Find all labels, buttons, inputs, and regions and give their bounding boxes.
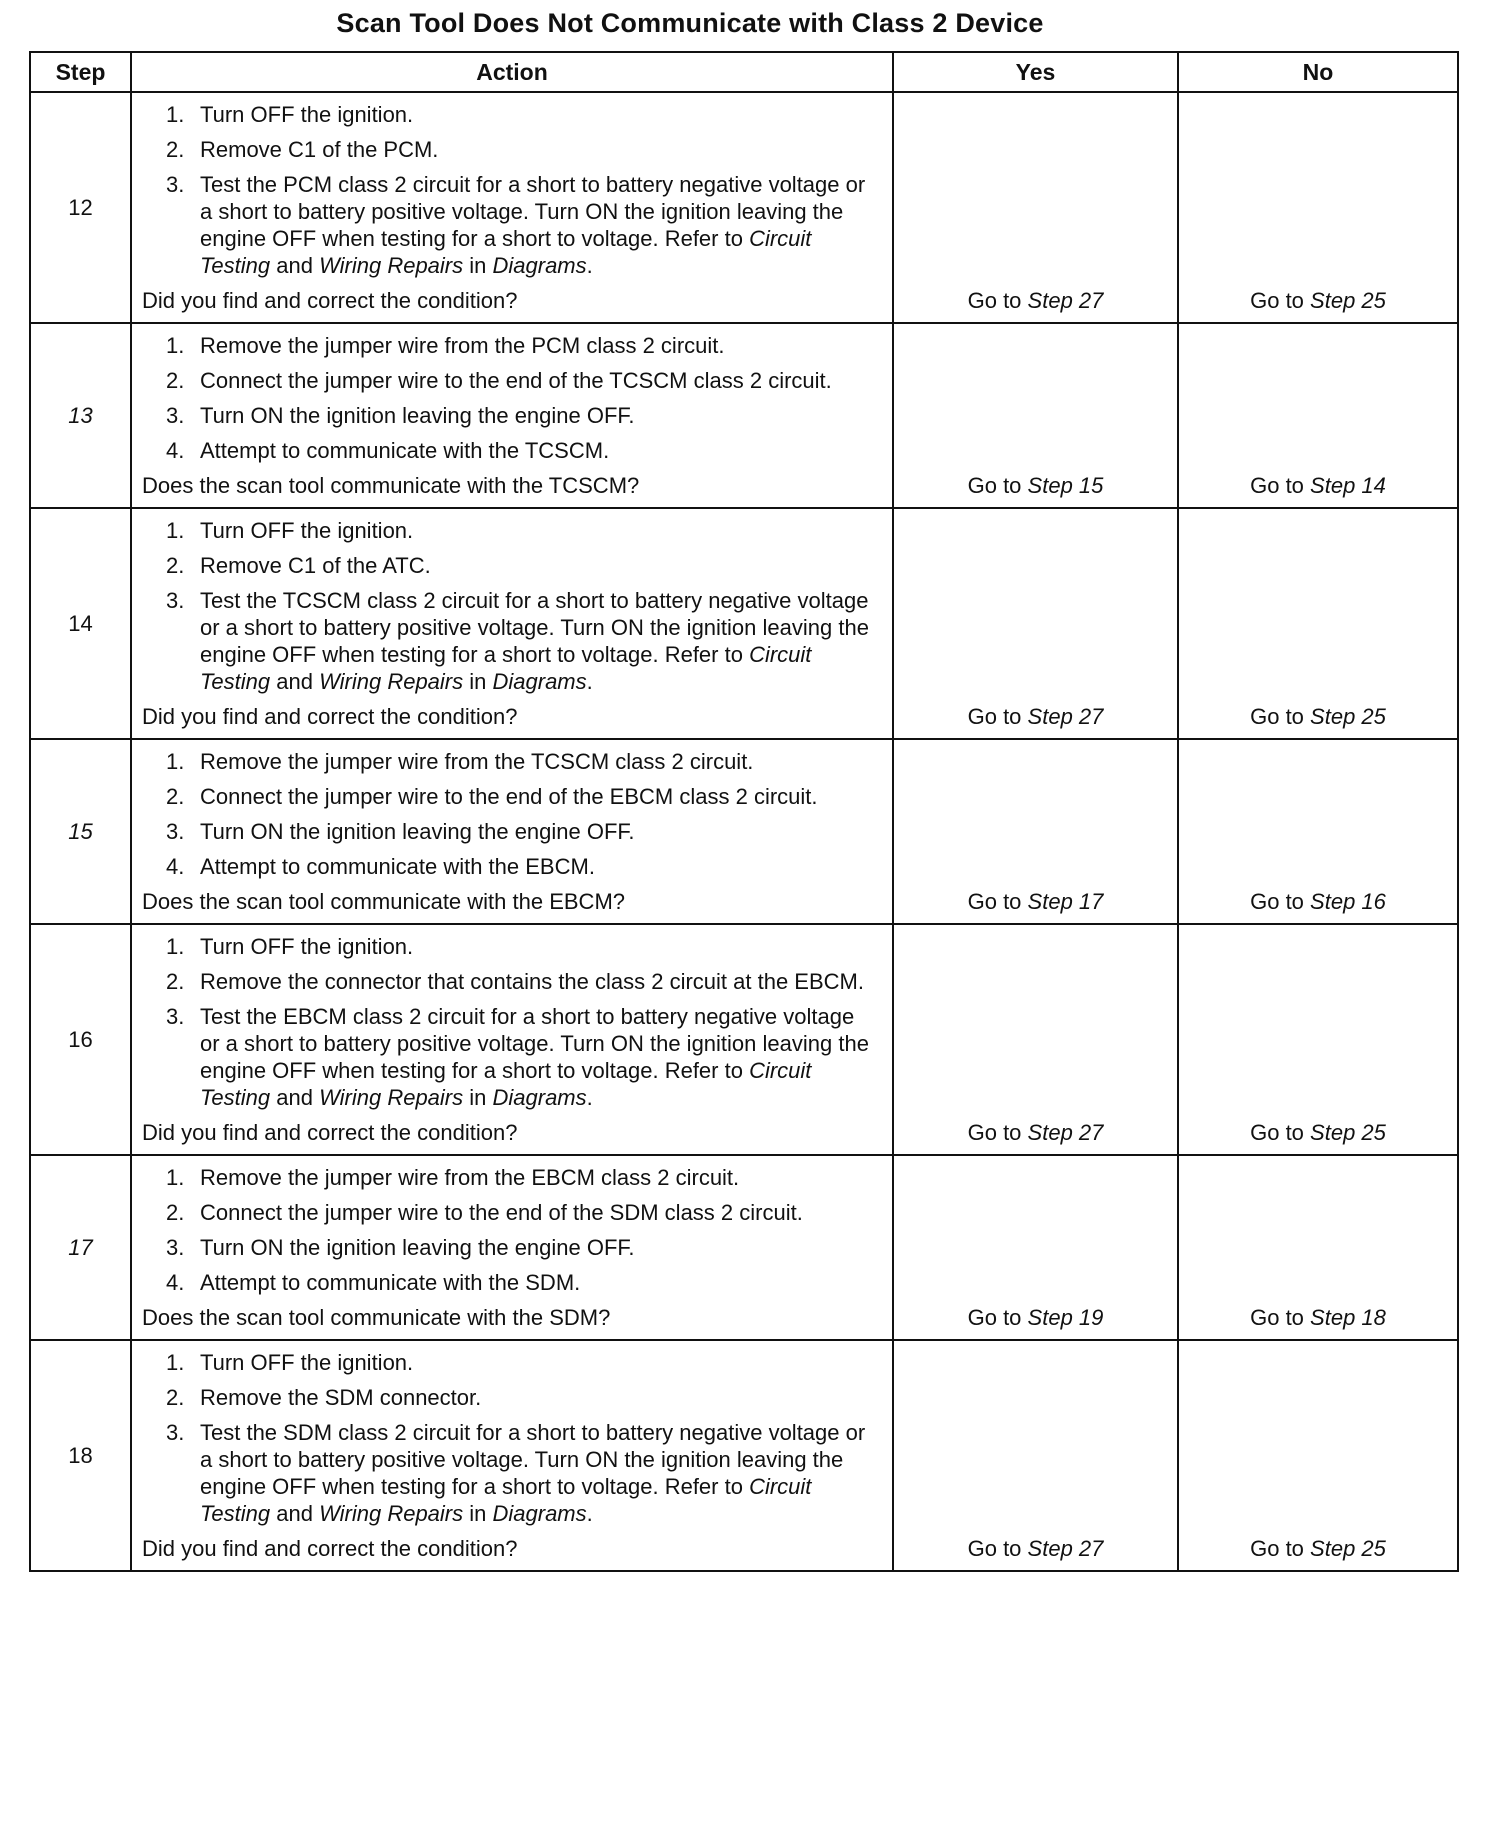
- no-goto: [1250, 1120, 1386, 1145]
- action-step-number: 3.: [166, 172, 185, 197]
- yes-goto: [968, 288, 1104, 313]
- action-text: in: [463, 1501, 493, 1526]
- header-yes: Yes: [893, 52, 1178, 92]
- action-text: Remove the jumper wire from the TCSCM class 2 circuit.: [200, 749, 754, 774]
- goto-step-ref: Step 16: [1310, 889, 1386, 914]
- goto-step-ref: Step 25: [1310, 288, 1386, 313]
- action-step: [142, 783, 878, 810]
- action-step: [142, 1269, 878, 1296]
- action-step-number: 4.: [166, 854, 185, 879]
- action-text: .: [586, 669, 593, 694]
- action-text: Attempt to communicate with the TCSCM.: [200, 438, 610, 463]
- action-step: [142, 171, 878, 279]
- no-result-cell: [1178, 92, 1458, 323]
- action-text: Turn OFF the ignition.: [200, 518, 414, 543]
- action-step: [142, 332, 878, 359]
- action-cell: [131, 92, 893, 323]
- yes-result-cell: [893, 323, 1178, 508]
- reference-link-text: Wiring Repairs: [319, 1501, 464, 1526]
- action-text: Turn OFF the ignition.: [200, 1350, 414, 1375]
- yes-goto: [968, 473, 1104, 498]
- action-text: and: [270, 1501, 320, 1526]
- decision-question: Does the scan tool communicate with the SDM?: [142, 1305, 611, 1330]
- action-step: [142, 1003, 878, 1111]
- action-text: Attempt to communicate with the EBCM.: [200, 854, 595, 879]
- yes-goto: [968, 1305, 1104, 1330]
- action-step-number: 3.: [166, 403, 185, 428]
- action-step: [142, 402, 878, 429]
- action-step: [142, 136, 878, 163]
- no-result-cell: [1178, 1155, 1458, 1340]
- action-step: [142, 1384, 878, 1411]
- reference-link-text: Wiring Repairs: [319, 253, 464, 278]
- action-step: [142, 437, 878, 464]
- reference-link-text: Circuit Testing: [200, 226, 812, 278]
- action-text: Connect the jumper wire to the end of the TCSCM class 2 circuit.: [200, 368, 832, 393]
- goto-prefix: Go to: [967, 288, 1022, 313]
- goto-prefix: Go to: [967, 473, 1022, 498]
- goto-prefix: Go to: [1250, 704, 1304, 729]
- yes-goto: [968, 1536, 1104, 1561]
- action-text: and: [270, 669, 320, 694]
- goto-step-ref: Step 27: [1027, 1536, 1104, 1561]
- no-goto: [1250, 1536, 1386, 1561]
- table-row: [30, 924, 1458, 1155]
- action-step-number: 3.: [166, 819, 185, 844]
- no-goto: [1250, 288, 1386, 313]
- no-goto: [1250, 704, 1386, 729]
- goto-step-ref: Step 25: [1310, 704, 1386, 729]
- action-text: Connect the jumper wire to the end of the SDM class 2 circuit.: [200, 1200, 803, 1225]
- action-text: Turn ON the ignition leaving the engine OFF.: [200, 403, 635, 428]
- goto-prefix: Go to: [967, 889, 1022, 914]
- action-steps-list: [142, 332, 878, 464]
- action-steps-list: [142, 101, 878, 279]
- table-row: [30, 508, 1458, 739]
- action-step: [142, 1164, 878, 1191]
- goto-prefix: Go to: [1250, 1120, 1304, 1145]
- goto-step-ref: Step 17: [1027, 889, 1104, 914]
- action-text: and: [270, 253, 320, 278]
- action-text: Attempt to communicate with the SDM.: [200, 1270, 581, 1295]
- yes-result-cell: [893, 924, 1178, 1155]
- step-number: 17: [30, 1155, 131, 1340]
- action-steps-list: [142, 517, 878, 695]
- decision-question: Does the scan tool communicate with the TCSCM?: [142, 473, 640, 498]
- no-goto: [1250, 889, 1386, 914]
- action-text: Test the EBCM class 2 circuit for a short to battery negative voltage or a short to battery positive voltage. Turn ON the ignition leaving the engine OFF when testing for a short to voltage. Refer to: [200, 1004, 869, 1083]
- page-title: Scan Tool Does Not Communicate with Class 2 Device: [336, 8, 1044, 38]
- no-result-cell: [1178, 323, 1458, 508]
- action-text: Turn ON the ignition leaving the engine OFF.: [200, 1235, 635, 1260]
- action-step-number: 1.: [166, 333, 185, 358]
- reference-link-text: Circuit Testing: [200, 1058, 812, 1110]
- step-number: 12: [30, 92, 131, 323]
- action-step-number: 1.: [166, 518, 185, 543]
- goto-step-ref: Step 15: [1027, 473, 1104, 498]
- action-cell: [131, 1340, 893, 1571]
- action-step: [142, 1419, 878, 1527]
- header-step: Step: [30, 52, 131, 92]
- action-step-number: 2.: [166, 368, 185, 393]
- step-number: 13: [30, 323, 131, 508]
- table-row: [30, 323, 1458, 508]
- no-goto: [1250, 1305, 1386, 1330]
- action-text: Turn OFF the ignition.: [200, 934, 414, 959]
- action-step: [142, 968, 878, 995]
- goto-prefix: Go to: [1250, 473, 1304, 498]
- yes-result-cell: [893, 508, 1178, 739]
- yes-result-cell: [893, 739, 1178, 924]
- action-step-number: 3.: [166, 588, 185, 613]
- table-row: [30, 1155, 1458, 1340]
- action-text: Connect the jumper wire to the end of the EBCM class 2 circuit.: [200, 784, 818, 809]
- action-step: [142, 818, 878, 845]
- goto-prefix: Go to: [967, 1305, 1022, 1330]
- action-steps-list: [142, 933, 878, 1111]
- action-text: in: [463, 253, 493, 278]
- reference-link-text: Diagrams: [492, 253, 587, 278]
- action-cell: [131, 1155, 893, 1340]
- goto-prefix: Go to: [1250, 1305, 1304, 1330]
- action-text: Test the TCSCM class 2 circuit for a short to battery negative voltage or a short to battery positive voltage. Turn ON the ignition leaving the engine OFF when testing for a short to voltage. Refer to: [200, 588, 869, 667]
- action-step-number: 4.: [166, 1270, 185, 1295]
- goto-prefix: Go to: [967, 1536, 1022, 1561]
- action-step: [142, 1199, 878, 1226]
- action-steps-list: [142, 1164, 878, 1296]
- action-text: Remove the connector that contains the class 2 circuit at the EBCM.: [200, 969, 864, 994]
- reference-link-text: Diagrams: [492, 1501, 587, 1526]
- step-number: 15: [30, 739, 131, 924]
- action-cell: [131, 508, 893, 739]
- goto-step-ref: Step 27: [1027, 288, 1104, 313]
- action-step: [142, 853, 878, 880]
- action-step: [142, 1349, 878, 1376]
- action-text: Remove C1 of the ATC.: [200, 553, 431, 578]
- action-text: Remove the jumper wire from the PCM class 2 circuit.: [200, 333, 725, 358]
- yes-result-cell: [893, 1340, 1178, 1571]
- action-step-number: 1.: [166, 1165, 185, 1190]
- no-result-cell: [1178, 1340, 1458, 1571]
- yes-goto: [968, 1120, 1104, 1145]
- action-step-number: 1.: [166, 934, 185, 959]
- action-steps-list: [142, 748, 878, 880]
- goto-step-ref: Step 14: [1310, 473, 1386, 498]
- action-text: Turn ON the ignition leaving the engine OFF.: [200, 819, 635, 844]
- action-text: Remove the SDM connector.: [200, 1385, 482, 1410]
- reference-link-text: Diagrams: [492, 1085, 587, 1110]
- reference-link-text: Circuit Testing: [200, 642, 812, 694]
- action-step-number: 2.: [166, 137, 185, 162]
- action-steps-list: [142, 1349, 878, 1527]
- reference-link-text: Diagrams: [492, 669, 587, 694]
- action-step: [142, 367, 878, 394]
- goto-prefix: Go to: [1250, 1536, 1304, 1561]
- header-no: No: [1178, 52, 1458, 92]
- action-text: Remove C1 of the PCM.: [200, 137, 439, 162]
- goto-step-ref: Step 25: [1310, 1120, 1386, 1145]
- yes-result-cell: [893, 1155, 1178, 1340]
- goto-step-ref: Step 27: [1027, 704, 1104, 729]
- action-cell: [131, 739, 893, 924]
- goto-step-ref: Step 19: [1027, 1305, 1104, 1330]
- header-action: Action: [131, 52, 893, 92]
- action-text: Test the PCM class 2 circuit for a short to battery negative voltage or a short to battery positive voltage. Turn ON the ignition leaving the engine OFF when testing for a short to voltage. Refer to: [200, 172, 866, 251]
- action-text: .: [586, 1501, 593, 1526]
- table-row: [30, 92, 1458, 323]
- action-text: Remove the jumper wire from the EBCM class 2 circuit.: [200, 1165, 740, 1190]
- action-step-number: 1.: [166, 1350, 185, 1375]
- decision-question: Did you find and correct the condition?: [142, 1120, 518, 1145]
- decision-question: Did you find and correct the condition?: [142, 288, 518, 313]
- action-step-number: 4.: [166, 438, 185, 463]
- action-text: in: [463, 1085, 493, 1110]
- step-number: 14: [30, 508, 131, 739]
- goto-step-ref: Step 25: [1310, 1536, 1386, 1561]
- action-step: [142, 587, 878, 695]
- goto-prefix: Go to: [967, 1120, 1022, 1145]
- action-text: .: [586, 253, 593, 278]
- action-step-number: 2.: [166, 553, 185, 578]
- decision-question: Did you find and correct the condition?: [142, 1536, 518, 1561]
- yes-result-cell: [893, 92, 1178, 323]
- action-step: [142, 552, 878, 579]
- goto-prefix: Go to: [1250, 889, 1304, 914]
- action-step: [142, 101, 878, 128]
- goto-prefix: Go to: [967, 704, 1022, 729]
- table-row: [30, 1340, 1458, 1571]
- reference-link-text: Wiring Repairs: [319, 1085, 464, 1110]
- no-result-cell: [1178, 739, 1458, 924]
- action-step-number: 1.: [166, 102, 185, 127]
- goto-step-ref: Step 27: [1027, 1120, 1104, 1145]
- step-number: 18: [30, 1340, 131, 1571]
- action-step: [142, 1234, 878, 1261]
- action-step: [142, 933, 878, 960]
- table-header-row: [30, 52, 1458, 92]
- reference-link-text: Wiring Repairs: [319, 669, 464, 694]
- diagnostic-table: [29, 51, 1459, 1572]
- decision-question: Does the scan tool communicate with the EBCM?: [142, 889, 626, 914]
- goto-prefix: Go to: [1250, 288, 1304, 313]
- action-text: in: [463, 669, 493, 694]
- table-row: [30, 739, 1458, 924]
- action-step-number: 3.: [166, 1004, 185, 1029]
- no-result-cell: [1178, 924, 1458, 1155]
- yes-goto: [968, 704, 1104, 729]
- action-text: and: [270, 1085, 320, 1110]
- action-text: .: [586, 1085, 593, 1110]
- step-number: 16: [30, 924, 131, 1155]
- no-goto: [1250, 473, 1386, 498]
- action-step-number: 2.: [166, 1385, 185, 1410]
- action-step-number: 3.: [166, 1420, 185, 1445]
- no-result-cell: [1178, 508, 1458, 739]
- action-step: [142, 748, 878, 775]
- action-step-number: 2.: [166, 784, 185, 809]
- decision-question: Did you find and correct the condition?: [142, 704, 518, 729]
- action-cell: [131, 924, 893, 1155]
- action-step-number: 1.: [166, 749, 185, 774]
- action-step-number: 2.: [166, 1200, 185, 1225]
- action-text: Turn OFF the ignition.: [200, 102, 414, 127]
- action-step: [142, 517, 878, 544]
- goto-step-ref: Step 18: [1310, 1305, 1386, 1330]
- action-cell: [131, 323, 893, 508]
- action-step-number: 2.: [166, 969, 185, 994]
- yes-goto: [968, 889, 1104, 914]
- reference-link-text: Circuit Testing: [200, 1474, 812, 1526]
- action-step-number: 3.: [166, 1235, 185, 1260]
- action-text: Test the SDM class 2 circuit for a short to battery negative voltage or a short to battery positive voltage. Turn ON the ignition leaving the engine OFF when testing for a short to voltage. Refer to: [200, 1420, 866, 1499]
